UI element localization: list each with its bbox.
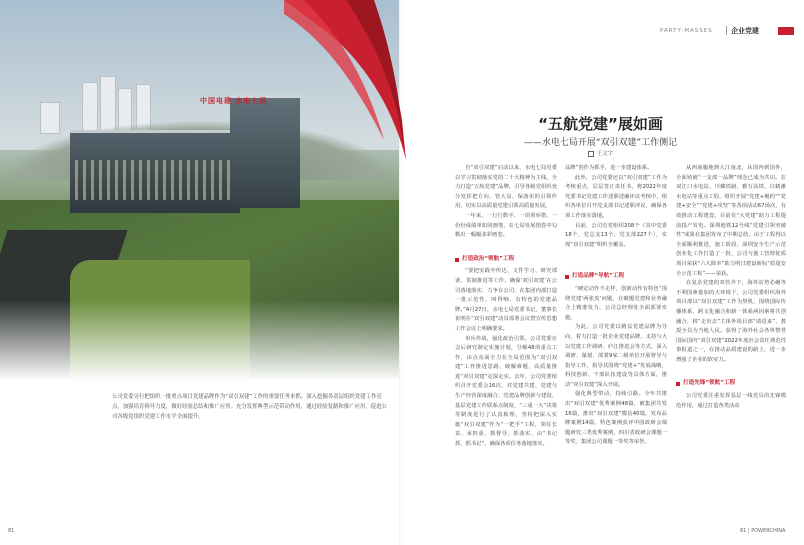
- section-tag-en: PARTY-MASSES: [660, 28, 713, 34]
- section-heading: 打造品牌“导航”工程: [565, 272, 667, 282]
- header-separator: [726, 26, 727, 35]
- author-icon: [588, 151, 594, 157]
- paragraph: 目前，公司有党组织208个（其中党委18个、党总支13个、党支部227个），实现“双引双建”组织全覆盖。: [565, 222, 667, 248]
- section-bullet-icon: [676, 382, 680, 386]
- section-heading: 打造政治“领航”工程: [455, 255, 557, 265]
- photo-roof-text: 中国电建 水电七局: [200, 97, 268, 105]
- text-column-2: [565, 164, 667, 448]
- paragraph: 单兵作战，强化政治引领。公司党委在会后研究制定实施计划，分解48项重点工作，由点及面全力在全局范围为“双引双建”工作推进思路、破解难题，高质量推进“双引双建”走深走实。去年，公司党委组织召开党委会16次，对党建共建、党建与生产经营深度融合、党建品牌创新与建设、基层党建工作联系点制度、“三重一大”决策等制度进行了认真梳理，坚持把深入实施“双引双建”作为“一把手”工程，领任长责、承担重、抓督导、抓落实、由“书记抓、抓书记”，确保各项任务落地落实。: [455, 335, 557, 448]
- section-heading: 打造先锋“领航”工程: [676, 379, 786, 389]
- paragraph: 从西南腹地到大江南北，从国内到国外，全面铸就“一支部一品牌”理念已成为共识。在双江口水电站、川藏铁路、雅万高铁、白鹤滩水电站等重点工程，组织开展“党建+履约”“党建+安全”“党建+攻坚”等各项活动67场次，有效推动工程建设，目前有“大党建”助力工程提前投产发电。深圳地铁12号线“党建引领突破性”成果在集团发布了中期总结。由于工程得以全面顺利推进，施工阶段，深圳安全生产示范创业化工作打造了一批，公司与施工管理优质项目荣获“六大降本”助力明日建设新标“质量安全示范工程”——荣获。: [676, 165, 786, 277]
- page-number-left: 81: [8, 528, 15, 534]
- paragraph: 公司党委注重发挥基层一线党员的先锋模范作用，通过打造各类活动: [676, 393, 786, 409]
- paragraph: 为此，公司党委以精益党建品牌为导向，着力打造一批企业党建品牌，支持与大以党建工作调研、庐江推进会等方式，深入调研、谋划、部署9家二级单位开展督导与指导工作，指导其围绕“党建+”发展战略，科技创新、干部队伍建设等具体方面，推动“双引双建”深入开展。: [565, 324, 667, 388]
- article-author: [403, 149, 798, 157]
- article-title: “五航党建”展如画: [538, 115, 663, 133]
- article-subtitle: ——水电七局开展“双引双建”工作侧记: [523, 138, 678, 148]
- author-name: 王文宇: [596, 151, 614, 157]
- section-bullet-icon: [565, 275, 569, 279]
- paragraph: 品牌”创作为抓手，进一步建设体系。: [565, 165, 653, 171]
- header-red-block: [778, 27, 794, 35]
- photo-lights: [75, 160, 235, 200]
- paragraph: 自“双引双建”启动以来，水电七局党委以学习贯彻落实党的二十大精神为主线，全力打造“五航党建”品牌。引导各级党组织充分发挥把方向、管大局、保落实的引领作用，切实以高质量党建引领高质量发展。: [455, 165, 557, 210]
- paragraph: “硬定动作不走样，创新动作有特色”围绕党建‘两张皮’问题，在破题党建和业务融合上精准发力，公司总经理处全面部署实施。: [565, 285, 667, 321]
- section-bullet-icon: [455, 258, 459, 262]
- paragraph: 一年来，一行行数字、一项项举措、一份份成绩单如同画笔，在七局发展图卷中勾勒出一幅幅多彩画卷。: [455, 212, 557, 239]
- section-tag-cn: 企业党建: [731, 27, 759, 35]
- paragraph: 此外，公司党委还以“双引双建”工作为考核重点，层层签订责任书，将2022年度党委书记党建工作述职述廉评议考核中，组织各单位召开党支部书记述职评议，确保各项工作落实落地。: [565, 174, 667, 219]
- paragraph: 强化典型带动，持续引路。全年共推出“双引双建”优秀案例48篇，被集团共发16篇，推出“双引双建”微信40篇，发布品牌案例14篇，特色案例获评中国政研会课题研究三类优秀案例，四川省政研会课题一等奖，集团公司课题一等奖等荣誉。: [565, 391, 667, 446]
- paragraph: “要把实践中传达、文件学习、研究部署，贯彻推进等工作，确保‘双引双建’在公司落地落实、力争在公司、在集团内部打造一批示范性、叫得响、有特色的党建品牌。”4月27日，水电七局党委书记、董事长崔明在“双引双建”动员部署会议暨宣传思想工作会议上明确要求。: [455, 268, 557, 332]
- paragraph: 在复杂党建的双管齐下，海外站势必确等不利国素量加的大环境下，公司党委组织海外项目部以“双引双建”工作为契机，围绕国际传播体系、跨文化融合和新一体系两因素将共创融合，将“走出去”主体外项目部“请进来”，教授全员为当地人民。获得了海外社会各界赞誉国际国内“双引双建”2022年度社会责任典范性事报道之一，在推动品质建设的路上，进一步增强了企业的软实力。: [676, 280, 786, 363]
- text-column-1: [455, 164, 557, 450]
- photo-fade: [0, 300, 400, 390]
- text-column-3: [676, 164, 786, 411]
- photo-caption: 公司党委另行把组织一批重点项目党建品牌作为“双引双建”工作的重要任务来抓。深入挖掘各基层组织党建工作亮点，加强培育指导力度，做好经验总结和推广应用。充分发挥典型示范带动作用，通过经验复制和推广应用，促进公司各级党组织党建工作水平全面提升。: [112, 394, 387, 420]
- page-number-right: 81 | POWERCHINA: [740, 528, 786, 534]
